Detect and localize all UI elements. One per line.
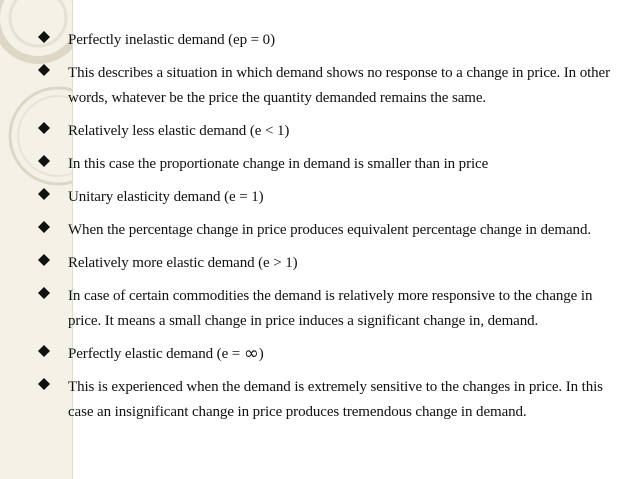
bullet-item [38, 342, 628, 367]
bullet-text: Relatively more elastic demand (e > 1) [68, 255, 298, 271]
bullet-item [38, 218, 628, 243]
bullet-item [38, 284, 628, 334]
diamond-bullet-icon [38, 152, 68, 167]
bullet-text: Unitary elasticity demand (e = 1) [68, 189, 264, 205]
bullet-item [38, 152, 628, 177]
bullet-text: This describes a situation in which demand shows no response to a change in price. In other words, whatever be the price the quantity demanded remains the same. [68, 65, 611, 106]
diamond-bullet-icon [38, 342, 68, 357]
bullet-text: In case of certain commodities the demand is relatively more responsive to the change in price. It means a small change in price induces a significant change in, demand. [68, 288, 593, 329]
bullet-text: Relatively less elastic demand (e < 1) [68, 123, 290, 139]
diamond-bullet-icon [38, 28, 68, 43]
bullet-item [38, 28, 628, 53]
diamond-bullet-icon [38, 284, 68, 299]
bullet-text: Perfectly inelastic demand (ep = 0) [68, 32, 275, 48]
bullet-item [38, 61, 628, 111]
diamond-bullet-icon [38, 251, 68, 266]
bullet-text-prefix: Perfectly elastic demand (e = [68, 346, 244, 362]
diamond-bullet-icon [38, 218, 68, 233]
bullet-text-suffix: ) [258, 346, 264, 362]
bullet-text [68, 342, 628, 367]
bullet-item [38, 119, 628, 144]
bullet-item [38, 251, 628, 276]
diamond-bullet-icon [38, 61, 68, 76]
bullet-text: When the percentage change in price produces equivalent percentage change in demand. [68, 222, 592, 238]
diamond-bullet-icon [38, 375, 68, 390]
bullet-text: In this case the proportionate change in demand is smaller than in price [68, 156, 489, 172]
diamond-bullet-icon [38, 185, 68, 200]
infinity-symbol: ∞ [243, 343, 259, 364]
bullet-list [38, 28, 628, 425]
bullet-item [38, 375, 628, 425]
diamond-bullet-icon [38, 119, 68, 134]
bullet-text: This is experienced when the demand is extremely sensitive to the changes in price. In this case an insignificant change in price produces tremendous change in demand. [68, 379, 603, 420]
bullet-item [38, 185, 628, 210]
